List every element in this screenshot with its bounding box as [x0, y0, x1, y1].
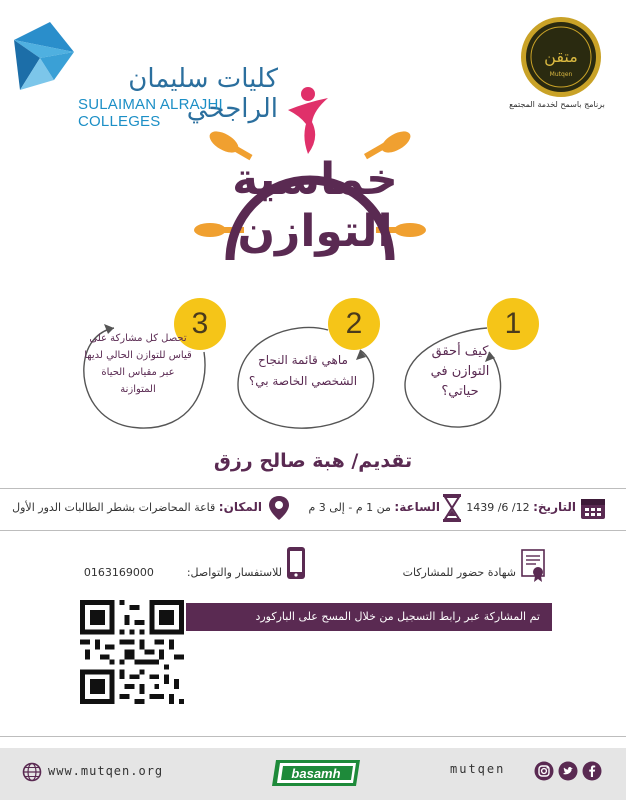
seal-subtext: Mutqen	[549, 71, 573, 78]
topic-text-3: تحصل كل مشاركة على قياس للتوازن الحالي لديها عبر مقياس الحياة المتوازنة	[84, 333, 192, 395]
divider-top	[0, 488, 626, 489]
registration-qr-code[interactable]	[80, 600, 184, 704]
time-label: الساعة:	[394, 500, 440, 514]
calendar-icon	[580, 496, 606, 520]
globe-icon	[22, 762, 42, 782]
registration-banner: تم المشاركة عبر رابط التسجيل من خلال المسح على الباركورد	[186, 603, 552, 631]
topic-text-2: ماهي قائمة النجاح الشخصي الخاصة بي؟	[248, 353, 358, 388]
basamh-text: basamh	[291, 766, 341, 781]
college-emblem-icon	[10, 18, 76, 94]
place-label: المكان:	[218, 500, 262, 514]
seal-text: متقن	[544, 47, 578, 66]
topic-bubble-1	[395, 290, 555, 440]
topic-number-2: 2	[345, 307, 363, 340]
contact-label: للاستفسار والتواصل:	[186, 566, 282, 579]
hourglass-icon	[442, 494, 462, 522]
date-label: التاريخ:	[533, 500, 576, 514]
facebook-icon[interactable]	[582, 761, 602, 781]
footer	[0, 748, 626, 800]
website-link[interactable]: www.mutqen.org	[48, 764, 164, 778]
twitter-icon[interactable]	[558, 761, 578, 781]
location-pin-icon	[266, 494, 292, 522]
time-value: من 1 م - إلى 3 م	[308, 501, 391, 514]
date-value: 12/ 6/ 1439	[466, 501, 530, 514]
certificate-text: شهادة حضور للمشاركات	[402, 566, 516, 579]
place-info	[10, 500, 262, 530]
topic-number-3: 3	[191, 307, 209, 340]
contact-phone: 0163169000	[83, 566, 154, 579]
social-handle: mutqen	[450, 762, 506, 776]
mobile-phone-icon	[286, 546, 306, 580]
instagram-icon[interactable]	[534, 761, 554, 781]
mutqen-seal-logo	[520, 16, 602, 98]
divider-middle	[0, 530, 626, 531]
college-name-arabic: كليات سليمان الراجحي	[128, 64, 278, 124]
topic-bubble-2	[232, 290, 392, 440]
college-name-english: SULAIMAN ALRAJHI COLLEGES	[78, 96, 223, 130]
date-info	[466, 500, 576, 530]
basamh-logo	[270, 758, 362, 788]
place-value: قاعة المحاضرات بشطر الطالبات الدور الأول	[12, 501, 216, 514]
title-line-1: خماسية	[232, 154, 398, 205]
contact-info	[80, 566, 282, 596]
topic-text-1: كيف أحقق التوازن في حياتي؟	[430, 344, 490, 399]
time-info	[298, 500, 440, 530]
partner-caption: برنامج باسمح لخدمة المجتمع	[509, 100, 605, 109]
topic-bubble-3	[80, 290, 245, 440]
title-line-2: التوازن	[237, 206, 393, 257]
presenter-name: تقديم/ هبة صالح رزق	[213, 450, 413, 472]
divider-bottom	[0, 736, 626, 737]
certificate-icon	[520, 548, 548, 582]
topic-number-1: 1	[504, 307, 522, 340]
